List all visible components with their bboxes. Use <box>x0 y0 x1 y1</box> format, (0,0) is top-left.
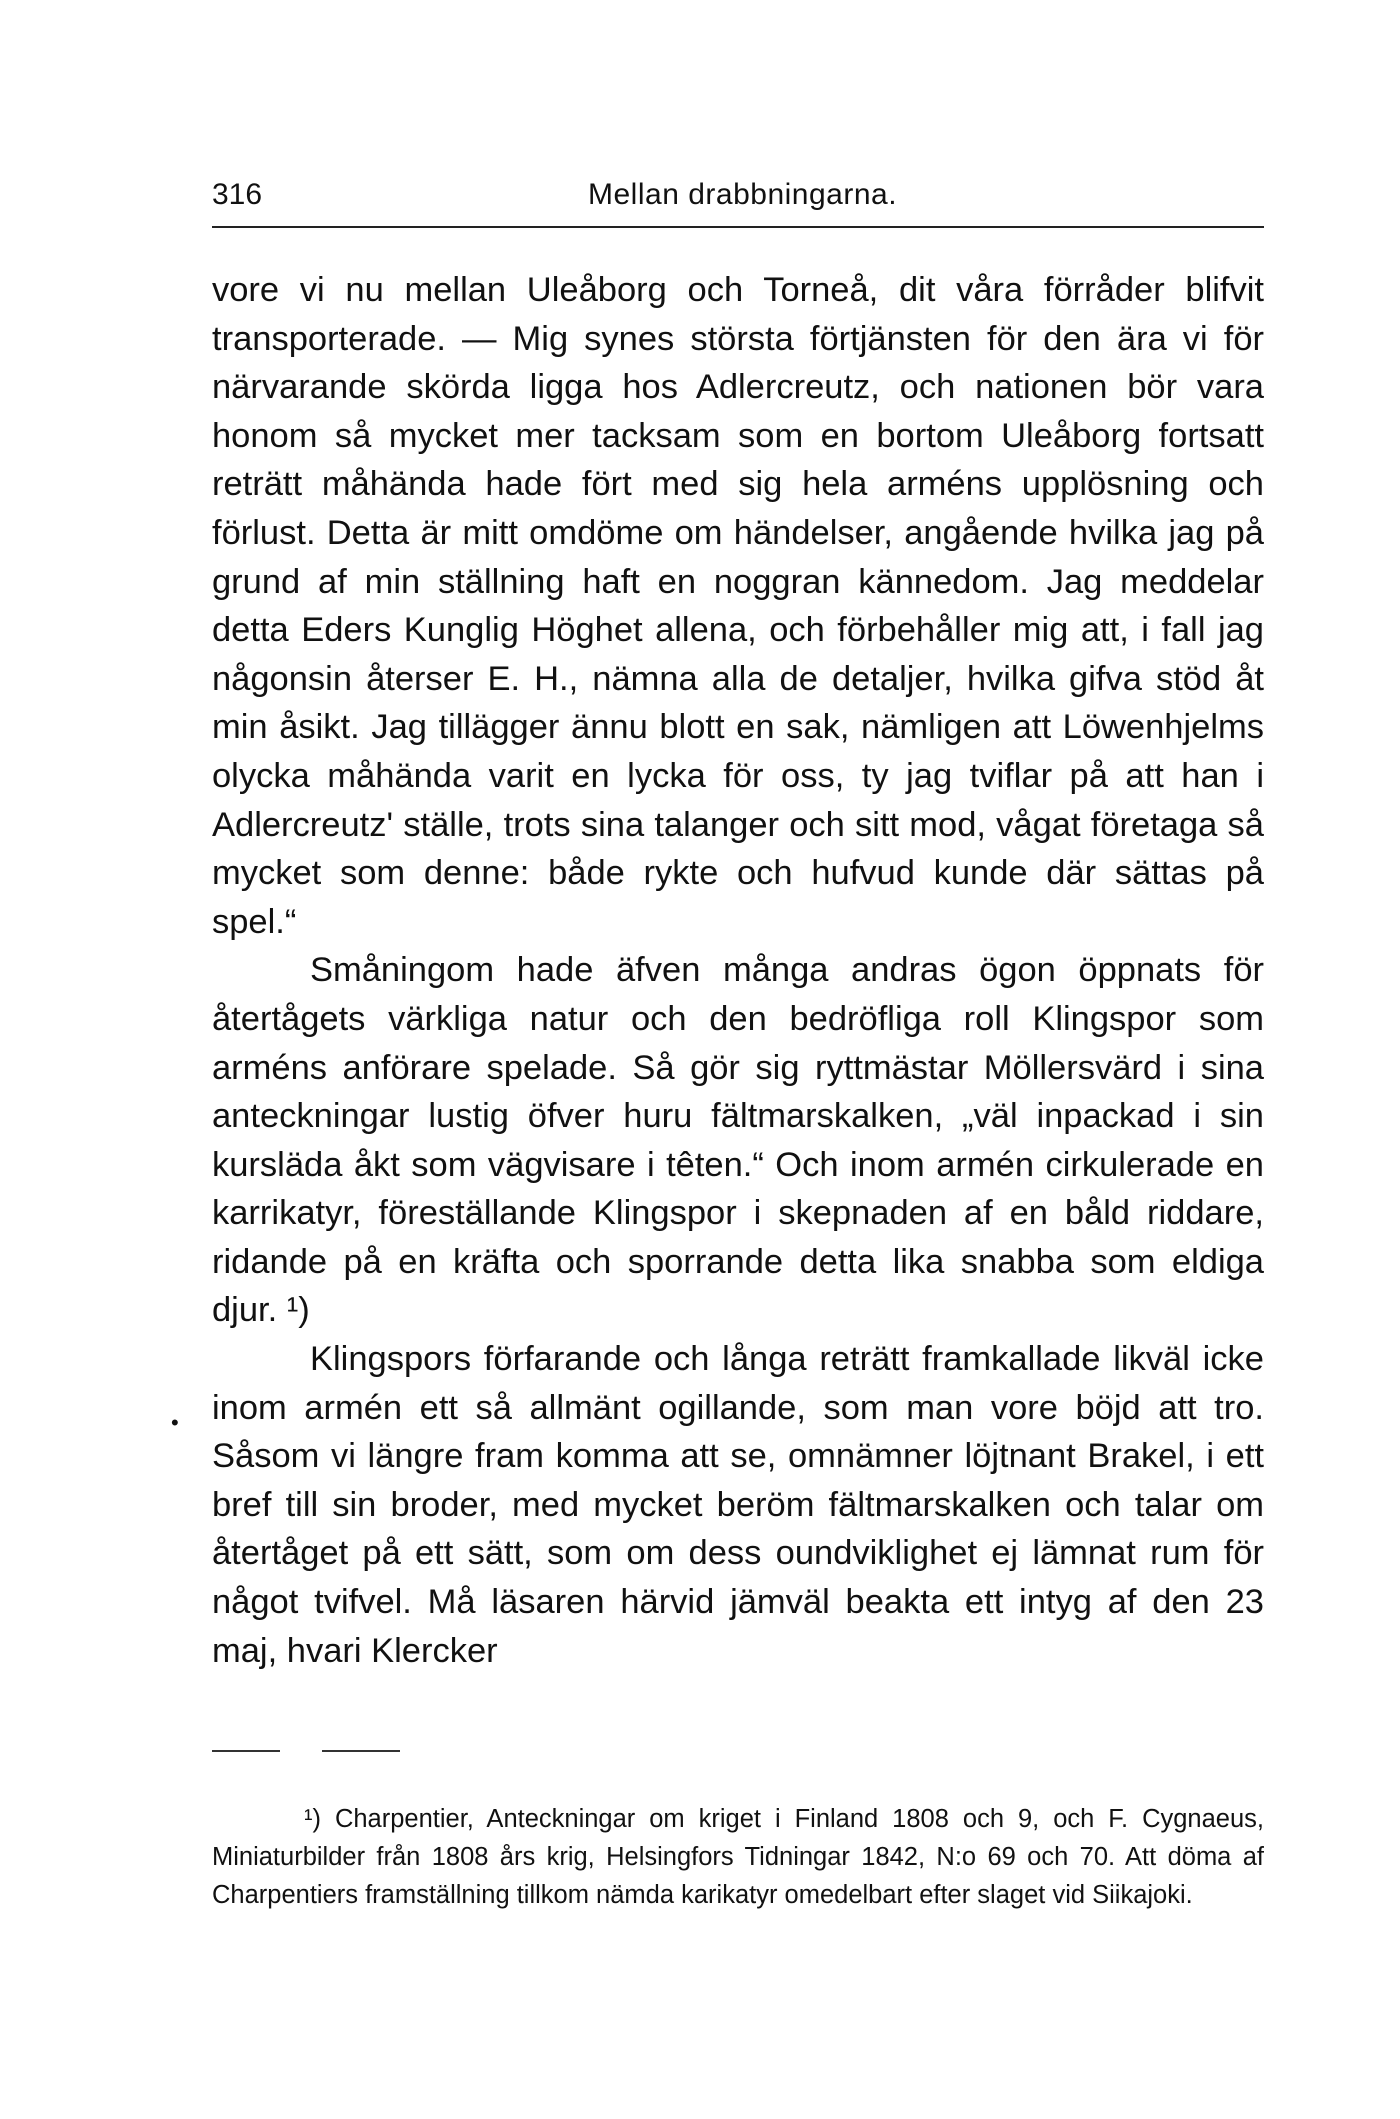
paragraph-2: Småningom hade äfven många andras ögon öppnats för återtågets värkliga natur och den bedröfliga roll Klingspor som arméns anförare spelade. Så gör sig ryttmästar Möllersvärd i sina anteckningar lustig öfver huru fältmarskalken, „väl inpackad i sin kursläda åkt som vägvisare i têten.“ Och inom armén cirkulerade en karrikatyr, föreställande Klingspor i skepnaden af en båld riddare, ridande på en kräfta och sporrande detta lika snabba som eldiga djur. ¹) <box>212 951 1264 1330</box>
footnote-rule <box>322 1750 400 1752</box>
page-header <box>212 178 1264 224</box>
header-rule <box>212 226 1264 228</box>
paragraph-3: Klingspors förfarande och långa reträtt framkallade likväl icke inom armén ett så allmänt ogillande, som man vore böjd att tro. Såsom vi längre fram komma att se, omnämner löjtnant Brakel, i ett bref till sin broder, med mycket beröm fältmarskalken och talar om återtåget på ett sätt, som om dess oundviklighet ej lämnat rum för något tvifvel. Må läsaren härvid jämväl beakta ett intyg af den 23 maj, hvari Klercker <box>212 1340 1264 1670</box>
footnote-1: ¹) Charpentier, Anteckningar om kriget i Finland 1808 och 9, och F. Cygnaeus, Miniaturbilder från 1808 års krig, Helsingfors Tidningar 1842, N:o 69 och 70. Att döma af Charpentiers framställning tillkom nämda karikatyr omedelbart efter slaget vid Siikajoki. <box>212 1805 1264 1909</box>
page-number: 316 <box>212 178 263 211</box>
main-text <box>212 266 1264 1675</box>
footnote-rule <box>212 1750 280 1752</box>
footnotes <box>212 1800 1264 1914</box>
paragraph-1: vore vi nu mellan Uleåborg och Torneå, dit våra förråder blifvit transporterade. — Mig synes största förtjänsten för den ära vi för närvarande skörda ligga hos Adlercreutz, och nationen bör vara honom så mycket mer tacksam som en bortom Uleåborg fortsatt reträtt måhända hade fört med sig hela arméns upplösning och förlust. Detta är mitt omdöme om händelser, angående hvilka jag på grund af min ställning haft en noggran kännedom. Jag meddelar detta Eders Kunglig Höghet allena, och förbehåller mig att, i fall jag någonsin återser E. H., nämna alla de detaljer, hvilka gifva stöd åt min åsikt. Jag tillägger ännu blott en sak, nämligen att Löwenhjelms olycka måhända varit en lycka för oss, ty jag tviflar på att han i Adlercreutz' ställe, trots sina talanger och sitt mod, vågat företaga så mycket som denne: både rykte och hufvud kunde där sättas på spel.“ <box>212 271 1264 941</box>
margin-dot-icon: • <box>171 1410 179 1435</box>
running-title: Mellan drabbningarna. <box>588 178 898 211</box>
